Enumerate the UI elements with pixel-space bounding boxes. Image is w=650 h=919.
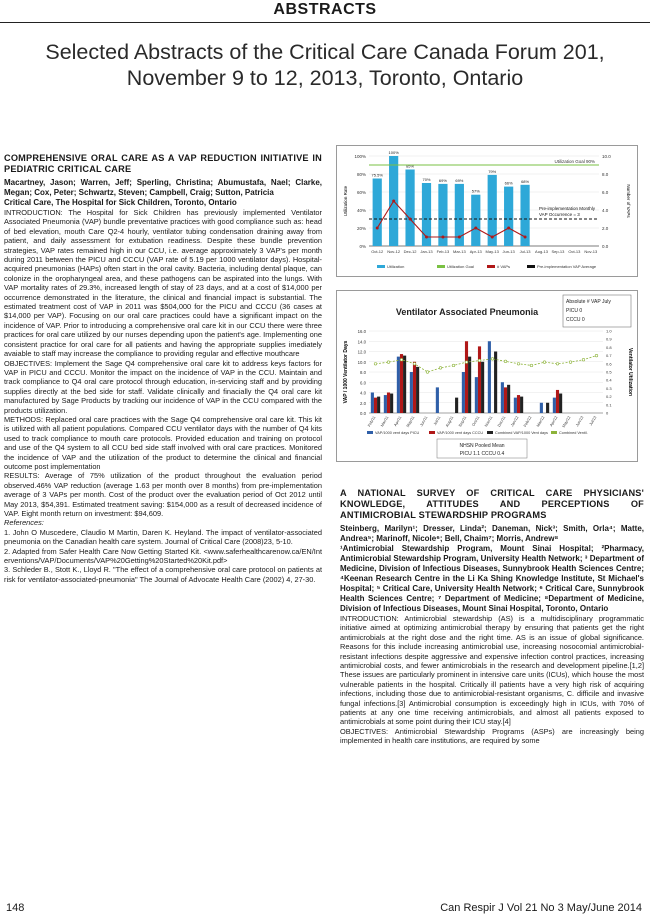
page-title-line-2: November 9 to 12, 2013, Toronto, Ontario [126,66,524,90]
pooled-box-values: PICU 1.1 CCCU 0.4 [459,451,505,457]
y-tick-right: 0 [606,410,609,416]
legend-label: Utilization Goal [447,264,474,269]
legend-swatch [429,431,435,434]
y-tick-left: 12.0 [357,349,366,355]
x-tick-label: Mar/12 [535,415,546,428]
y-tick-left: 100% [354,154,366,159]
absolute-box-picu: PICU 0 [566,308,583,314]
bar-combined [520,397,523,413]
utilization-point [400,358,403,361]
legend-label: Combined Ventil. [559,431,588,435]
bar-combined [468,357,471,413]
y-tick-right: 0.5 [606,369,612,375]
bar-cccu [465,341,468,413]
abstract-1-obj-paragraph [4,359,322,415]
x-tick-label: Jul/13 [588,415,598,427]
y-tick-right: 1.0 [606,328,612,334]
abstract-1-res-label: RESULTS [4,471,38,481]
bar-combined [559,394,562,413]
page-number: 148 [6,902,25,914]
y-tick-left: 40% [356,208,366,213]
y-tick-left: 8.0 [360,370,366,375]
page-title-line-1: Selected Abstracts of the Critical Care Canada Forum 201, [45,40,605,64]
vap-point [491,236,494,239]
abstract-2-obj-paragraph [340,727,644,746]
data-label: 66% [504,180,513,186]
x-tick-label: Nov-13 [584,249,598,254]
legend-swatch [527,265,535,268]
y-tick-left: 20% [356,226,366,231]
abstract-1-intro-paragraph [4,208,322,359]
legend-label: VAP/1000 vent days CCCU [437,431,484,435]
x-tick-label: Jun-13 [502,249,515,254]
y-tick-right: 0.4 [606,377,612,383]
y-tick-left: 60% [356,190,366,195]
x-tick-label: Oct-12 [371,249,384,254]
utilization-point [452,364,455,367]
abstract-1-res-paragraph [4,471,322,518]
y-tick-right: 0.1 [606,402,612,408]
bar-combined [481,362,484,413]
bar-combined [494,352,497,414]
vap-point [376,227,379,230]
abstract-1-affiliation: Critical Care, The Hospital for Sick Children, Toronto, Ontario [4,198,237,207]
y-tick-left: 14.0 [357,339,366,345]
vap-point [425,236,428,239]
y-tick-right: 0.2 [606,394,612,400]
y-tick-left: 10.0 [357,359,366,365]
vap-point [441,236,444,239]
y-axis-label-left: VAP / 1000 Ventilator Days [343,340,349,404]
y-tick-right: 2.0 [602,226,609,231]
bar-picu [410,372,413,413]
legend-label: Pre-implementation VAP Average [537,264,597,269]
vap-point [507,227,510,230]
x-tick-label: Feb-13 [436,249,450,254]
x-tick-label: Mar/11 [380,415,390,428]
utilization-point [582,358,585,361]
abstract-2 [340,488,644,746]
bar-picu [514,398,517,413]
journal-citation: Can Respir J Vol 21 No 3 May/June 2014 [440,902,642,914]
y-tick-left: 0.0 [360,411,366,416]
abstract-1-reference-3: 3. Schleder B., Stott K., Lloyd R. "The effect of a comprehensive oral care protocol on patients at risk for ventilator-associated-pneumonia" The Journal of Advocate Health Care (2002) 4, 27-30. [4,565,322,584]
x-tick-label: Feb/12 [522,415,533,428]
y-tick-right: 10.0 [602,154,611,159]
bar-combined [546,403,549,413]
utilization-point [426,371,429,374]
section-label: ABSTRACTS [273,1,377,18]
x-tick-label: May/11 [405,415,416,429]
vap-point [524,236,527,239]
utilization-point [530,364,533,367]
bar-combined [377,397,380,413]
bar-combined [403,356,406,413]
abstract-2-intro-paragraph [340,614,644,727]
x-tick-label: Jun/13 [575,415,585,428]
vap-point [409,218,412,221]
y-tick-right: 0.9 [606,336,612,342]
legend-swatch [551,431,557,434]
y-tick-left: 4.0 [360,390,366,396]
abstract-1-references-label: References: [4,518,44,528]
bar-cccu [374,398,377,413]
pooled-box-title: NHSN Pooled Mean [459,443,505,449]
bar-picu [371,393,374,414]
abstract-2-obj-label: OBJECTIVES [340,726,386,736]
abstract-1-authors: Macartney, Jason; Warren, Jeff; Sperling, Christina; Abumustafa, Nael; Clarke, Megan; Cox, Peter; Schwartz, Steven; Campbell, Craig; Sutton, Patricia [4,178,322,197]
vap-point [392,200,395,203]
data-label: 85% [406,163,415,169]
bar-picu [540,403,543,413]
x-tick-label: Oct/11 [471,415,481,427]
abstract-1-intro-text: : The Hospital for Sick Children has previously implemented Ventilator Associated Pneumonia (VAP) bundle preventative practices with good compliance such as: head of bed elevation, mouth Care Q2-4 hourly, ventilator tubing condensation draining away from patient, and daily assessment for extubation readiness. Despite these bundle prevention strategies, VAP rates remained high in our CCU, i.e. average approximately 3 VAP's per month during 2011 between the PICU and CCCU (VAP rate of 5.19 per 1000 ventilator days). Hospital-acquired pneumonias (HAPs) often start in the oral cavity. Bacteria, including dental plaque, can colonize in the oropharyngeal area, and these pathogens can be aspirated into the lungs. With VAP mortality rates of 29.3%, increased length of stay of 23 days, and at a cost of $14,000 per occurrence demonstrated in the literature, the clinical and financial impact is substantial. The estimated treatment cost of VAP in 2011 was $504,000 for the PICU and CCCU (36 cases at $14,000 per VAP). Focusing on our oral care practices could have a significant impact on the incidence of VAP. Prior to introducing a comprehensive oral care kit in our CCU there were three practices for oral care utilized by our nurses depending upon the patient's age. Implementing one consistent practice for oral care for all patients and having the appropriate supplies imediately avaiable to staff may increase the compliance to providing regular and effective mouthcare [4,208,322,359]
bar-cccu [517,395,520,413]
y-tick-left: 16.0 [357,329,366,334]
abstract-1-intro-label: INTRODUCTION [4,208,61,217]
bar-utilization [405,170,414,247]
bar-utilization [504,187,513,246]
y-tick-left: 80% [356,172,366,177]
y-tick-right: 6.0 [602,190,609,195]
x-tick-label: Nov/11 [484,415,494,428]
abstract-2-heading: A NATIONAL SURVEY OF CRITICAL CARE PHYSICIANS' KNOWLEDGE, ATTITUDES AND PERCEPTIONS OF ANTIMICROBIAL STEWARDSHIP PROGRAMS [340,488,644,520]
y-tick-right: 0.7 [606,353,612,359]
vap-point [474,227,477,230]
chart-vap-rate [336,290,638,462]
data-label: 75.5% [371,172,383,178]
data-label: 70% [422,177,431,182]
abstract-1-res-text: : Average of 75% utilization of the product throughout the evaluation period observed.46% VAP reduction (average 1.63 per month over 8 months) from pre-implementation average of 3 VAPs per month. Cost of the product over the evaluation period of Oct 2012 until May 2013, $54,391. Estimated treatment saving: $154,000 as a result of decreased incidence of VAP. Eight month return on investment: $94,609. [4,471,322,518]
abstract-1-reference-2: 2. Adapted from Safer Health Care Now Getting Started Kit. <www.saferhealthcarenow.ca/EN/Interventions/VAP/Documents/VAP%20Getting%20Started%20Kit.pdf> [4,546,322,566]
chart-vap-utilization-svg [337,146,637,276]
absolute-box-title: Absolute # VAP July [566,299,611,305]
pre-implementation-label: Pre-implementation Monthly [539,206,596,211]
bar-cccu [478,346,481,413]
utilization-point [439,367,442,370]
x-tick-label: Feb/11 [367,415,377,428]
bar-cccu [400,354,403,413]
bar-combined [390,394,393,413]
x-tick-label: May/12 [561,415,572,429]
chart-title: Ventilator Associated Pneumonia [395,307,539,317]
y-axis-label-left: Utilization Rate [343,185,348,217]
data-label: 69% [438,177,447,183]
x-tick-label: Aug/11 [445,415,455,428]
data-label: 57% [471,188,480,194]
legend-label: VAP/1000 vent days PICU [375,431,420,435]
utilization-point [556,363,559,366]
pre-implementation-label-2: VAP Occurrence = 3 [539,212,580,217]
x-tick-label: Apr/12 [549,415,559,428]
x-tick-label: Apr/11 [393,415,403,427]
x-tick-label: Mar-13 [453,249,466,254]
chart-vap-rate-svg [337,291,637,461]
y-tick-right: 0.0 [602,244,609,249]
bar-combined [416,367,419,413]
data-label: 69% [455,177,464,183]
bar-picu [397,357,400,413]
legend-swatch [437,265,445,268]
utilization-point [478,359,481,362]
y-tick-left: 2.0 [360,400,366,406]
utilization-point [491,358,494,361]
x-tick-label: Jul-13 [519,249,531,254]
y-tick-right: 4.0 [602,208,609,213]
data-label: 68% [521,178,530,184]
legend-swatch [367,431,373,434]
legend-label: Utilization [387,264,405,269]
abstract-1-meth-label: METHODS [4,414,41,424]
y-tick-right: 0.8 [606,344,612,350]
bar-picu [488,341,491,413]
bar-combined [507,385,510,413]
abstract-1-obj-text: : Implement the Sage Q4 comprehensive oral care kit to address keys factors for VAP in PICU and CCCU. Monitor the impact on the incidence of VAP in the CCU. Maintain and track compliance to Q4 oral care protocol through education, in-servicing staff and by providing supplies directly at the bed side for staff. Validate clinically and finacially the Q4 oral care kit manufactured by Sage Products by tracking our incidence of VAP in the CCU compared with the products utilization. [4,358,322,415]
bar-utilization [373,179,382,247]
y-tick-left: 6.0 [360,380,366,386]
abstract-2-authors: Steinberg, Marilyn¹; Dresser, Linda²; Daneman, Nick³; Smith, Orla⁴; Matte, Andrea⁵; Marinoff, Nicole⁶; Bell, Chaim⁷; Morris, Andrew⁸ [340,524,644,543]
x-tick-label: May-13 [485,249,499,254]
bar-utilization [471,195,480,246]
abstract-1-reference-1: 1. John O Muscedere, Claudio M Martin, Daren K. Heyland. The impact of ventilator-associated pneumonia on the Canadian health care system. Journal of Critical Care (2008)23, 5-10. [4,527,322,547]
bar-cccu [504,387,507,413]
y-tick-left: 0% [359,244,366,249]
data-label: 79% [488,168,497,174]
legend-label: Combined VAP/1000 Vent days [495,431,548,435]
data-label: 100% [388,150,399,155]
x-tick-label: Nov-12 [387,249,401,254]
utilization-point [387,361,390,364]
abstract-1-heading: COMPREHENSIVE ORAL CARE AS A VAP REDUCTION INITIATIVE IN PEDIATRIC CRITICAL CARE [4,153,322,174]
abstract-2-intro-label: INTRODUCTION [340,614,397,623]
utilization-goal-label: Utilization Goal 90% [554,159,595,164]
section-banner [0,0,650,23]
y-tick-right: 0.3 [606,385,612,391]
x-tick-label: Sep-13 [551,249,565,254]
legend-swatch [487,431,493,434]
x-tick-label: Dec/11 [497,415,507,428]
legend-swatch [377,265,385,268]
bar-cccu [556,390,559,413]
abstract-2-affiliations: ¹Antimicrobial Stewardship Program, Mount Sinai Hospital; ²Pharmacy, Antimicrobial Stewardship Program, University Health Network; ³ Department of Medicine, Division of Infectious Diseases, Sunnybrook Health Sciences Centre; ⁴Keenan Research Centre in the Li Ka Shing Knowledge Institute, St Michael's Hospital; ⁵ Critical Care, University Health Network; ⁶ Critical Care, Sunnybrook Health Sciences Centre; ⁷ Department of Medicine; ⁸Department of Medicine, Division of Infectious Diseases, Mount Sinai Hospital, Toronto, Ontario [340,544,644,613]
x-tick-label: Apr-13 [469,249,482,254]
bar-cccu [413,362,416,413]
x-tick-label: Jul/11 [432,415,442,427]
absolute-box-cccu: CCCU 0 [566,317,585,323]
abstract-1-meth-paragraph [4,415,322,471]
x-tick-label: Jan-13 [420,249,433,254]
bar-combined [455,398,458,413]
y-tick-right: 8.0 [602,172,609,177]
x-tick-label: Sep/11 [458,415,468,428]
utilization-point [504,360,507,363]
chart-vap-utilization [336,145,638,277]
abstract-1-meth-text: : Replaced oral care practices with the Sage Q4 comprehensive oral care kit. This kit is utilized with all patient populations. Compared CCU ventilator days with the number of Q4 kits used to track compliance to mouth care protocols. Provided education and training on protocol and use of the Q4 system to all CCU bed side staff involved with oral care practices. Monitored the incidence of VAP and the utilization of the product to determine the clinical and financial outcome post implementation [4,414,322,471]
utilization-point [595,354,598,357]
utilization-point [413,363,416,366]
bar-picu [475,377,478,413]
x-tick-label: Jun/11 [419,415,429,428]
x-tick-label: Aug-13 [535,249,548,254]
x-tick-label: Oct-13 [568,249,581,254]
utilization-point [374,363,377,366]
vap-point [458,236,461,239]
bar-picu [553,398,556,413]
x-tick-label: Dec-12 [403,249,417,254]
legend-swatch [487,265,495,268]
bar-picu [462,372,465,413]
y-axis-label-right: Number of VAPs [626,184,631,218]
bar-picu [501,382,504,413]
utilization-line [376,356,597,372]
bar-picu [436,387,439,413]
y-axis-label-right: Ventilator Utilization [627,347,633,397]
x-tick-label: Jan/12 [510,415,520,428]
legend-label: # VAPs [497,264,511,269]
utilization-point [569,361,572,364]
y-tick-right: 0.6 [606,361,612,367]
abstract-2-obj-text: : Antimicrobial Stewardship Programs (ASPs) are increasingly being implemented in health care institutions, are required by some [340,726,644,746]
utilization-point [465,361,468,364]
utilization-point [543,361,546,364]
bar-picu [384,395,387,413]
abstract-1 [4,153,322,584]
abstract-1-obj-label: OBJECTIVES [4,358,50,368]
abstract-2-intro-text: : Antimicrobial stewardship (AS) is a multidisciplinary programmatic initiative aimed at optimizing antimicrobial therapy by ensuring that patients get the right antimicrobials at the right dose and the right time. AS is an issue of global significance. Reasons for this include increasing antimicrobial use, increasing nosocomial antimicrobial-resistant infections despite aggressive and expensive infection control practices, increasing antimicrobial costs, and fewer antimicrobials in the research and development pipeline.[1,2] These issues are particularly prominent in intensive care units (ICUs), which house the most vulnerable patients in the hospital. Critically ill patients have a very high risk of acquiring infections, including those due to antimicrobial-resistant organisms, C. difficile and invasive fungal infections.[3] Antimicrobial consumption is exceedingly high in ICUs, with 70% of patients at any one time receiving antimicrobials, and almost all patients exposed to antimicrobials at some point during their ICU stay.[4] [340,614,644,727]
bar-cccu [387,393,390,414]
utilization-point [517,363,520,366]
